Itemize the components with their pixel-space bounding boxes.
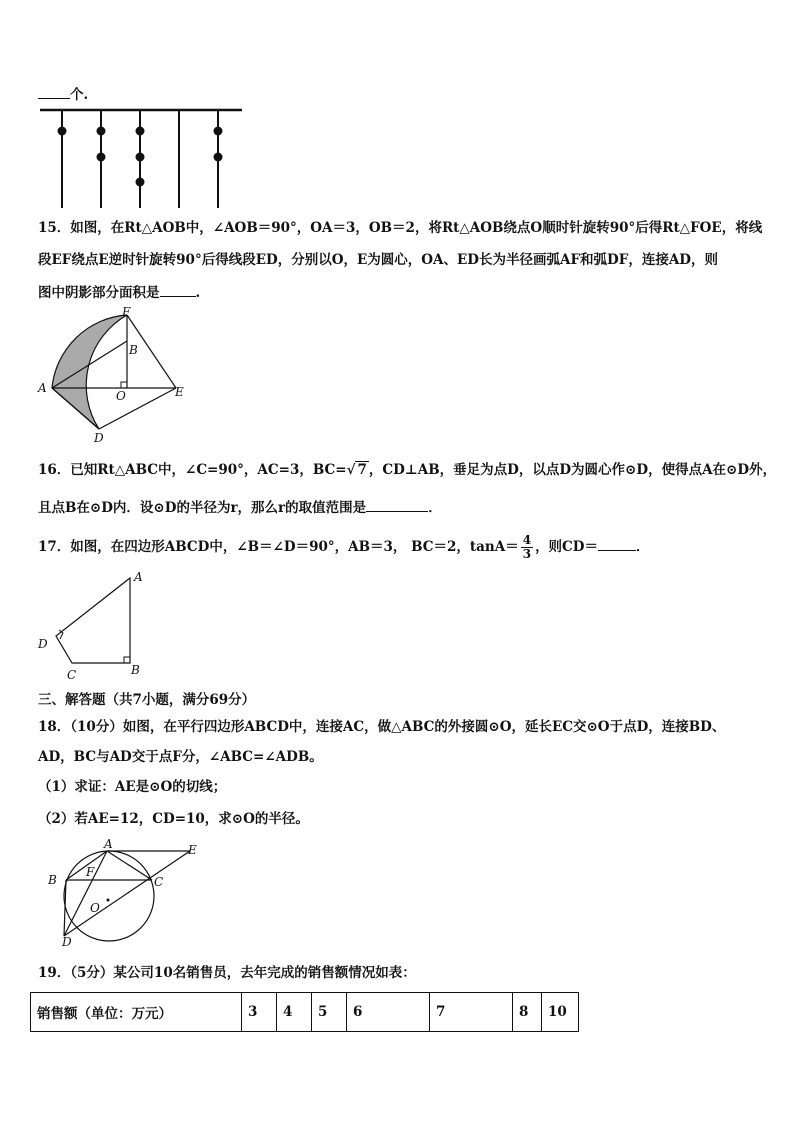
label-O: O — [90, 901, 100, 915]
q17-figure — [34, 566, 154, 688]
label-F: F — [86, 865, 95, 879]
label-O: O — [116, 389, 126, 403]
table-header-cell: 销售额（单位：万元） — [31, 993, 242, 1032]
fraction: $\frac{4}{3}$ — [522, 533, 532, 561]
label-C: C — [154, 875, 164, 889]
q16-line-2: 且点B在⊙D内．设⊙D的半径为r，那么r的取值范围是 ． — [38, 497, 442, 518]
answer-blank[interactable] — [366, 497, 428, 512]
q14-answer-line: 个. — [38, 84, 88, 105]
q18-part-1: （1）求证：AE是⊙O的切线； — [38, 779, 227, 795]
table-cell: 4 — [277, 993, 312, 1032]
label-C: C — [67, 668, 77, 682]
label-E: E — [175, 385, 184, 399]
answer-blank[interactable] — [160, 282, 196, 297]
q18-line-1: 18．（10分）如图，在平行四边形ABCD中，连接AC，做△ABC的外接圆⊙O，延长EC交⊙O于点D，连接BD、 — [38, 719, 726, 735]
label-B: B — [131, 663, 140, 677]
answer-blank[interactable] — [598, 536, 636, 551]
sales-table — [30, 992, 579, 1032]
label-E: E — [188, 843, 197, 857]
answer-blank[interactable] — [38, 84, 70, 99]
table-cell: 3 — [242, 993, 277, 1032]
label-B: B — [129, 343, 138, 357]
table-cell: 5 — [312, 993, 347, 1032]
sqrt-expression: √ 7 — [346, 462, 367, 478]
q15-line-2: 段EF绕点E逆时针旋转90°后得线段ED，分别以O，E为圆心，OA、ED长为半径画弧AF和弧DF，连接AD，则 — [38, 252, 719, 268]
label-D: D — [94, 431, 104, 445]
label-F: F — [122, 305, 131, 319]
q15-line-3: 图中阴影部分面积是 . — [38, 282, 200, 303]
q15-line-1: 15．如图，在Rt△AOB中，∠AOB＝90°，OA＝3，OB＝2，将Rt△AOB绕点O顺时针旋转90°后得Rt△FOE，将线 — [38, 220, 763, 236]
table-row — [31, 993, 579, 1032]
table-cell: 8 — [513, 993, 542, 1032]
table-cell: 6 — [347, 993, 430, 1032]
table-cell: 10 — [542, 993, 579, 1032]
q16-line-1: 16．已知Rt△ABC中，∠C=90°，AC=3，BC=√ 7 ，CD⊥AB，垂足为点D，以点D为圆心作⊙D，使得点A在⊙D外， — [38, 462, 777, 478]
label-A: A — [38, 381, 47, 395]
q17-line: 17．如图，在四边形ABCD中，∠B＝∠D＝90°，AB＝3， BC＝2，tanA＝ $\frac{4}{3}$ ，则CD＝ ． — [38, 533, 650, 561]
label-A: A — [104, 838, 113, 851]
q19-line-1: 19．（5分）某公司10名销售员，去年完成的销售额情况如表： — [38, 965, 416, 981]
section-title: 三、解答题（共7小题，满分69分） — [38, 692, 256, 708]
label-D: D — [62, 935, 72, 949]
q18-line-2: AD，BC与AD交于点F分，∠ABC=∠ADB。 — [38, 749, 323, 765]
label-A: A — [134, 570, 143, 584]
q18-part-2: （2）若AE=12，CD=10，求⊙O的半径。 — [38, 811, 309, 827]
q15-figure — [30, 304, 200, 446]
q18-figure — [44, 838, 204, 954]
table-cell: 7 — [430, 993, 513, 1032]
label-B: B — [48, 873, 57, 887]
q14-abacus-figure — [38, 104, 248, 210]
label-D: D — [38, 637, 48, 651]
